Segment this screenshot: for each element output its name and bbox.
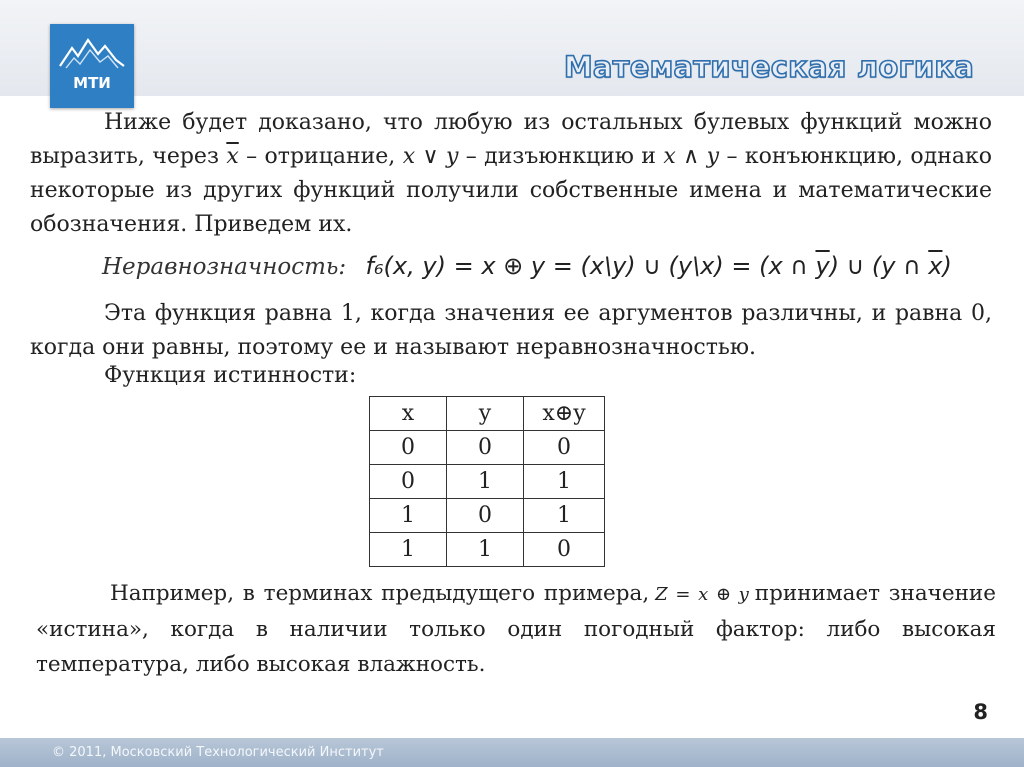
example-text-2: принимает значение «истина», когда в наличии только один погодный фактор: либо высокая температура, либо высокая влажность. — [36, 581, 996, 677]
table-cell: 1 — [447, 533, 524, 567]
formula-expression — [365, 252, 951, 280]
logo-text: МТИ — [73, 74, 111, 92]
formula-y-bar: $\overline{y}$ — [815, 252, 830, 280]
table-cell: 0 — [370, 465, 447, 499]
table-cell: 0 — [524, 431, 605, 465]
formula-label: Неравнозначность: — [102, 254, 347, 280]
table-row — [370, 431, 605, 465]
page-number: 8 — [973, 700, 988, 724]
example-text-1: Например, в терминах предыдущего примера, — [110, 581, 650, 606]
example-expression: Z = x ⊕ y — [655, 584, 749, 605]
table-cell: 0 — [524, 533, 605, 567]
slide-title: Математическая логика — [563, 50, 974, 84]
table-cell: 1 — [447, 465, 524, 499]
truth-table-caption: Функция истинности: — [104, 363, 357, 388]
table-row — [370, 533, 605, 567]
intro-text-1: Ниже будет доказано, что любую из остальных булевых функций можно выразить, через — [30, 110, 992, 169]
formula-expr-main: f₆(x, y) = x ⊕ y = (x\y) ∪ (y\x) = (x ∩ — [365, 252, 816, 280]
explanation-paragraph: Эта функция равна 1, когда значения ее аргументов различны, и равна 0, когда они равны, поэтому ее и называют неравнозначностью. — [30, 301, 992, 360]
table-cell: 0 — [447, 431, 524, 465]
intro-text-2: – отрицание, — [238, 144, 403, 169]
negation-symbol: $\overline{x}$ — [226, 144, 239, 169]
intro-text-3: – дизъюнкцию и — [458, 144, 664, 169]
mountains-icon — [58, 36, 126, 72]
table-cell: 0 — [370, 431, 447, 465]
table-cell: 0 — [447, 499, 524, 533]
table-cell: 1 — [524, 499, 605, 533]
table-cell: 1 — [370, 533, 447, 567]
formula-expr-mid: ) ∪ (y ∩ — [829, 252, 929, 280]
institute-logo — [50, 24, 134, 108]
table-cell: 1 — [524, 465, 605, 499]
intro-paragraph — [30, 106, 992, 242]
header-cell: x⊕y — [524, 397, 605, 431]
header-cell: x — [370, 397, 447, 431]
example-paragraph — [36, 576, 996, 682]
formula-x-bar: $\overline{x}$ — [928, 252, 943, 280]
slide-header — [0, 0, 1024, 96]
footer-copyright: © 2011, Московский Технологический Институт — [52, 745, 384, 760]
table-row — [370, 499, 605, 533]
disjunction-symbol: x ∨ y — [402, 144, 459, 169]
table-row — [370, 465, 605, 499]
intro-text-4: – конъюнкцию, однако некоторые из других функций получили собственные имена и математические обозначения. Приведем их. — [30, 144, 992, 237]
conjunction-symbol: x ∧ y — [663, 144, 720, 169]
xor-formula — [102, 252, 952, 280]
slide-footer — [0, 738, 1024, 767]
header-cell: y — [447, 397, 524, 431]
table-header-row — [370, 397, 605, 431]
formula-expr-end: ) — [942, 252, 952, 280]
table-cell: 1 — [370, 499, 447, 533]
truth-table — [369, 396, 605, 567]
